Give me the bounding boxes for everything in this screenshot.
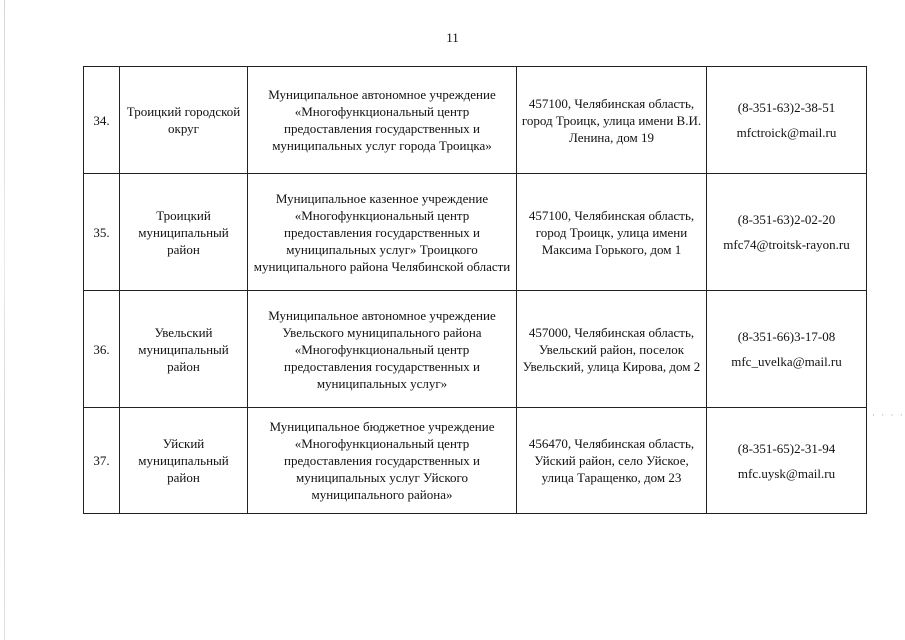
table-row (84, 174, 867, 291)
phone-number: (8-351-65)2-31-94 (737, 440, 836, 456)
row-number: 37. (84, 408, 120, 514)
organization-name: Муниципальное автономное учреждение «Многофункциональный центр предоставления государственных и муниципальных услуг города Троицка» (248, 67, 517, 174)
organization-name: Муниципальное казенное учреждение «Многофункциональный центр предоставления государственных и муниципальных услуг» Троицкого муниципального района Челябинской области (248, 174, 517, 291)
email-address: mfctroick@mail.ru (736, 125, 837, 140)
address: 457100, Челябинская область, город Троицк, улица имени Максима Горького, дом 1 (517, 174, 707, 291)
phone-number: (8-351-63)2-38-51 (737, 100, 836, 115)
mfc-table-container (83, 66, 867, 514)
municipality-name: Троицкий городской округ (120, 67, 248, 174)
municipality-name: Троицкий муниципальный район (120, 174, 248, 291)
mfc-table (83, 66, 867, 514)
row-number: 34. (84, 67, 120, 174)
contact-cell (707, 174, 867, 291)
municipality-name: Увельский муниципальный район (120, 291, 248, 408)
row-number: 36. (84, 291, 120, 408)
email-address: mfc74@troitsk-rayon.ru (723, 237, 850, 252)
municipality-name: Уйский муниципальный район (120, 408, 248, 514)
table-row (84, 67, 867, 174)
table-row (84, 291, 867, 408)
row-number: 35. (84, 174, 120, 291)
page-scan-edge (4, 0, 5, 640)
email-address: mfc.uysk@mail.ru (737, 465, 836, 481)
organization-name: Муниципальное автономное учреждение Увельского муниципального района «Многофункциональный центр предоставления государственных и муниципальных услуг» (248, 291, 517, 408)
email-address: mfc_uvelka@mail.ru (731, 354, 842, 369)
contact-cell (707, 291, 867, 408)
phone-number: (8-351-66)3-17-08 (737, 329, 836, 344)
phone-number: (8-351-63)2-02-20 (737, 212, 836, 227)
table-row (84, 408, 867, 514)
contact-cell (707, 408, 867, 514)
organization-name: Муниципальное бюджетное учреждение «Многофункциональный центр предоставления государственных и муниципальных услуг Уйского муниципального района» (248, 408, 517, 514)
scan-artifact: · · · · (872, 410, 905, 420)
address: 457000, Челябинская область, Увельский район, поселок Увельский, улица Кирова, дом 2 (517, 291, 707, 408)
address: 456470, Челябинская область, Уйский район, село Уйское, улица Таращенко, дом 23 (517, 408, 707, 514)
page-number: 11 (446, 30, 459, 45)
address: 457100, Челябинская область, город Троицк, улица имени В.И. Ленина, дом 19 (517, 67, 707, 174)
contact-cell (707, 67, 867, 174)
